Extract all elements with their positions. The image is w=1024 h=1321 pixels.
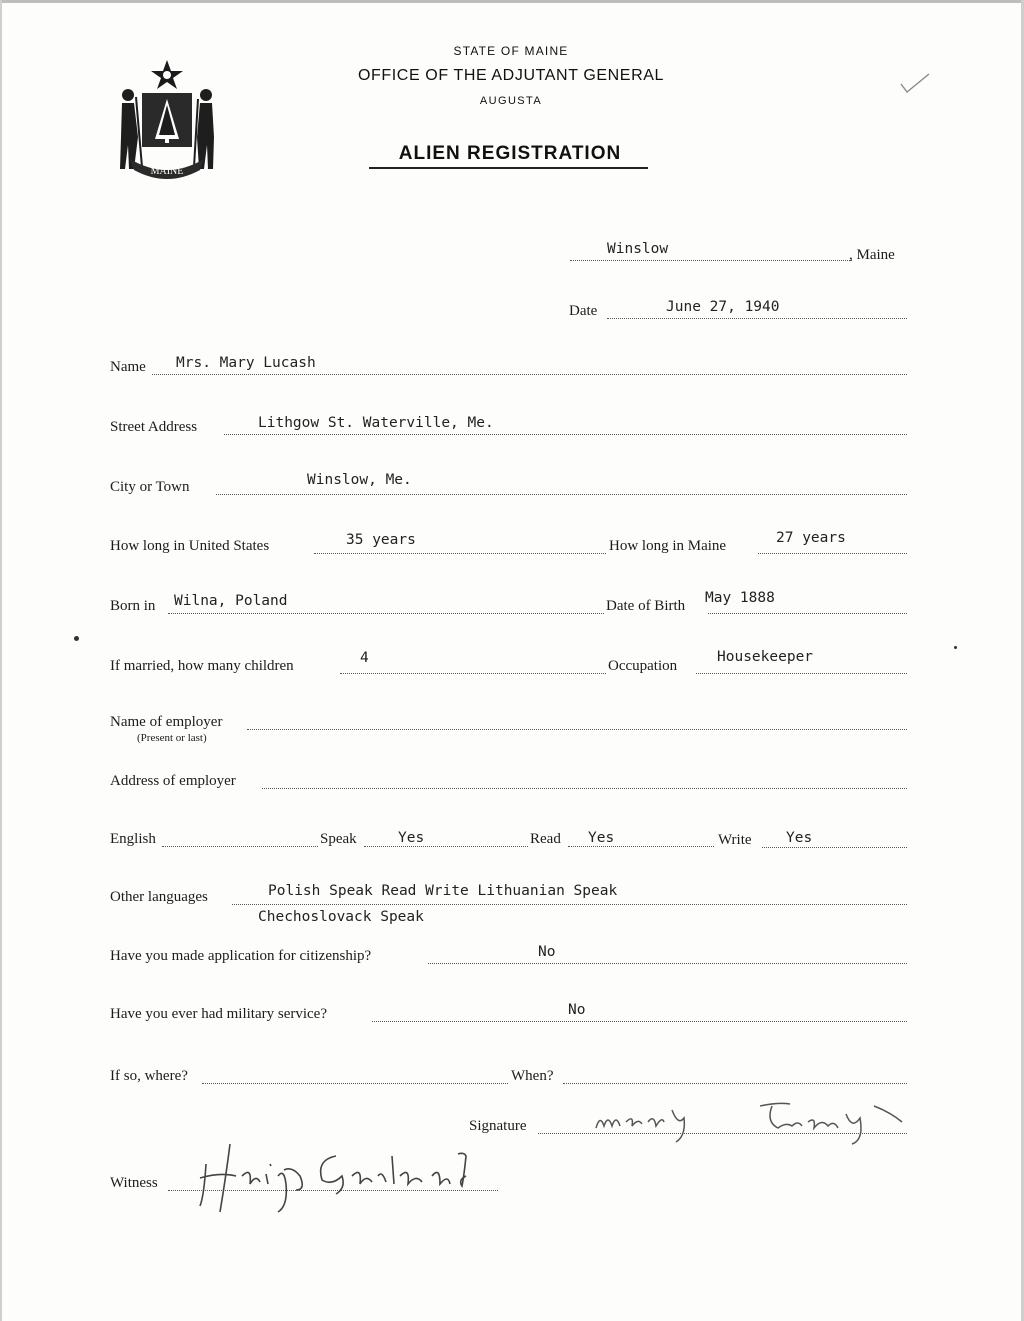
other-languages-line1: Polish Speak Read Write Lithuanian Speak xyxy=(268,883,618,899)
employer-name-sublabel: (Present or last) xyxy=(137,732,207,744)
citizenship-field[interactable] xyxy=(428,963,907,964)
how-long-maine-field[interactable] xyxy=(758,553,907,554)
born-in-label: Born in xyxy=(110,598,156,614)
how-long-us-value: 35 years xyxy=(346,532,416,548)
if-so-where-field[interactable] xyxy=(202,1083,508,1084)
date-label: Date xyxy=(569,303,598,319)
english-write-label: Write xyxy=(718,832,752,848)
header-office: OFFICE OF THE ADJUTANT GENERAL xyxy=(357,67,665,84)
if-so-where-label: If so, where? xyxy=(110,1068,188,1084)
signature-label: Signature xyxy=(469,1118,527,1134)
town-suffix: , Maine xyxy=(849,247,895,263)
english-speak-label: Speak xyxy=(320,831,357,847)
english-speak-value: Yes xyxy=(398,830,425,846)
name-field[interactable] xyxy=(152,374,907,375)
occupation-field[interactable] xyxy=(696,673,907,674)
scan-border-left xyxy=(0,0,2,1321)
date-value: June 27, 1940 xyxy=(666,299,780,315)
street-address-field[interactable] xyxy=(224,434,907,435)
date-field[interactable] xyxy=(607,318,907,319)
signature-handwriting xyxy=(590,1092,908,1146)
children-value: 4 xyxy=(360,650,369,666)
military-field[interactable] xyxy=(372,1021,907,1022)
when-field[interactable] xyxy=(563,1083,907,1084)
english-speak-field[interactable] xyxy=(364,846,528,847)
scan-border-top xyxy=(0,0,1024,3)
date-of-birth-label: Date of Birth xyxy=(606,598,686,614)
town-value: Winslow xyxy=(607,241,669,257)
other-languages-field[interactable] xyxy=(232,904,907,905)
children-label: If married, how many children xyxy=(110,658,294,674)
occupation-value: Housekeeper xyxy=(717,649,814,665)
english-label: English xyxy=(110,831,156,847)
scan-speck xyxy=(954,646,957,649)
employer-name-field[interactable] xyxy=(247,729,907,730)
city-or-town-value: Winslow, Me. xyxy=(307,472,412,488)
other-languages-label: Other languages xyxy=(110,889,208,905)
citizenship-label: Have you made application for citizenship? xyxy=(110,948,372,964)
employer-address-label: Address of employer xyxy=(110,773,236,789)
when-label: When? xyxy=(511,1068,554,1084)
citizenship-value: No xyxy=(538,944,556,960)
witness-handwriting xyxy=(196,1136,496,1216)
children-field[interactable] xyxy=(340,673,606,674)
occupation-label: Occupation xyxy=(608,658,678,674)
street-address-label: Street Address xyxy=(110,419,198,435)
english-read-label: Read xyxy=(530,831,561,847)
english-write-value: Yes xyxy=(786,830,813,846)
how-long-maine-label: How long in Maine xyxy=(609,538,727,554)
english-write-field[interactable] xyxy=(762,847,907,848)
how-long-us-field[interactable] xyxy=(314,553,606,554)
military-value: No xyxy=(568,1002,586,1018)
how-long-us-label: How long in United States xyxy=(110,538,270,554)
how-long-maine-value: 27 years xyxy=(776,530,846,546)
date-of-birth-field[interactable] xyxy=(708,613,907,614)
other-languages-line2: Chechoslovack Speak xyxy=(258,909,424,925)
employer-name-label: Name of employer xyxy=(110,714,223,730)
header-city: AUGUSTA xyxy=(479,95,543,107)
city-or-town-field[interactable] xyxy=(216,494,907,495)
scan-speck xyxy=(74,636,79,641)
title-underline xyxy=(369,167,648,169)
name-label: Name xyxy=(110,359,146,375)
town-field[interactable] xyxy=(570,260,852,261)
name-value: Mrs. Mary Lucash xyxy=(176,355,316,371)
seal-inscription: MAINE xyxy=(150,166,184,177)
header-state: STATE OF MAINE xyxy=(453,44,569,58)
witness-label: Witness xyxy=(110,1175,158,1191)
city-or-town-label: City or Town xyxy=(110,479,190,495)
military-label: Have you ever had military service? xyxy=(110,1006,327,1022)
date-of-birth-value: May 1888 xyxy=(705,590,775,606)
born-in-value: Wilna, Poland xyxy=(174,593,288,609)
english-field[interactable] xyxy=(162,846,318,847)
born-in-field[interactable] xyxy=(168,613,604,614)
employer-address-field[interactable] xyxy=(262,788,907,789)
english-read-field[interactable] xyxy=(568,846,714,847)
form-title: ALIEN REGISTRATION xyxy=(398,143,622,164)
english-read-value: Yes xyxy=(588,830,615,846)
street-address-value: Lithgow St. Waterville, Me. xyxy=(258,415,494,431)
